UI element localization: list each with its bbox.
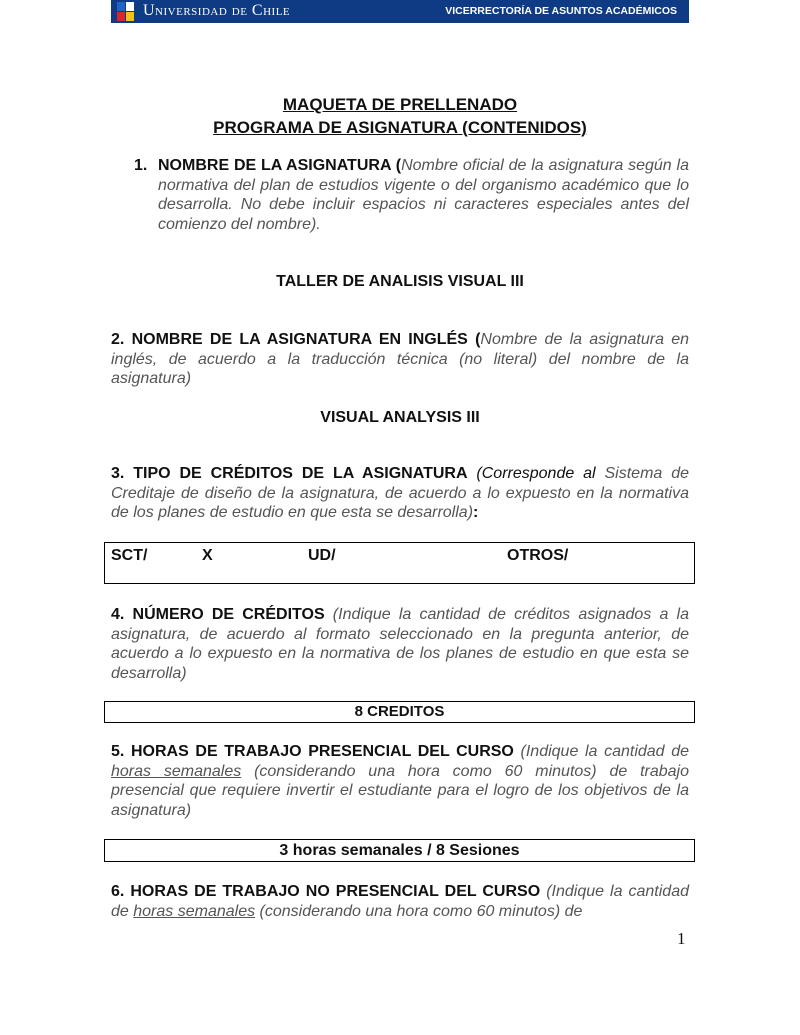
credit-type-otros: OTROS/	[507, 547, 569, 564]
credit-type-sct-mark: X	[202, 547, 213, 564]
section-6-description-b: (considerando una hora como 60 minutos) de	[255, 902, 583, 920]
section-5-heading: 5. HORAS DE TRABAJO PRESENCIAL DEL CURSO	[111, 743, 514, 760]
section-1-number: 1.	[134, 157, 148, 174]
credit-type-box	[104, 542, 695, 584]
section-5-description-a: (Indique la cantidad de	[513, 743, 690, 760]
section-4-heading: 4. NÚMERO DE CRÉDITOS	[111, 606, 325, 623]
section-6-description-a: (Indique la cantidad de	[111, 883, 689, 920]
section-1-paren: (	[390, 157, 402, 174]
section-1-paragraph	[158, 156, 689, 234]
section-6-paragraph	[111, 882, 689, 921]
section-5-description-b: (considerando una hora como 60 minutos) de trabajo presencial que requiere invertir el estudiante para el logro de los objetivos de la asignatura)	[111, 762, 690, 819]
credits-value: 8 CREDITOS	[354, 703, 445, 720]
header-banner	[111, 0, 689, 23]
vicerrectoria-label: VICERRECTORÍA DE ASUNTOS ACADÉMICOS	[445, 5, 677, 17]
section-3-paren: (	[467, 465, 482, 482]
section-1-heading: NOMBRE DE LA ASIGNATURA	[158, 157, 391, 174]
section-3-colon: :	[473, 504, 479, 521]
credit-type-ud: UD/	[308, 547, 336, 564]
section-4-paragraph	[111, 605, 689, 683]
credit-type-sct: SCT/	[111, 547, 148, 564]
university-crest-icon	[117, 2, 134, 21]
section-6-description-underlined: horas semanales	[133, 902, 256, 920]
university-name: Universidad de Chile	[143, 2, 291, 19]
presential-hours-value: 3 horas semanales / 8 Sesiones	[279, 842, 520, 859]
document-title-line2: PROGRAMA DE ASIGNATURA (CONTENIDOS)	[213, 118, 587, 137]
page-number: 1	[677, 929, 686, 948]
section-3-heading: 3. TIPO DE CRÉDITOS DE LA ASIGNATURA	[111, 465, 468, 482]
presential-hours-box	[104, 839, 695, 862]
section-2-paren: (	[467, 331, 481, 348]
section-5-description-underlined: horas semanales	[111, 762, 242, 780]
document-title-line1: MAQUETA DE PRELLENADO	[282, 95, 518, 114]
section-6-heading: 6. HORAS DE TRABAJO NO PRESENCIAL DEL CURSO	[111, 883, 541, 900]
course-english-name-value: VISUAL ANALYSIS III	[320, 409, 480, 426]
section-2-description: Nombre de la asignatura en inglés, de acuerdo a la traducción técnica (no literal) del nombre de la asignatura)	[111, 331, 689, 387]
section-2-paragraph	[111, 330, 689, 389]
course-name-value: TALLER DE ANALISIS VISUAL III	[276, 273, 524, 290]
section-4-description: (Indique la cantidad de créditos asignados a la asignatura, de acuerdo al formato seleccionado en la pregunta anterior, de acuerdo a lo expuesto en la normativa de los planes de estudio en que esta se desarrolla)	[111, 606, 689, 682]
section-5-paragraph	[111, 742, 689, 820]
section-3-paragraph	[111, 464, 689, 523]
credits-value-box	[104, 701, 695, 723]
section-3-description: Sistema de Creditaje de diseño de la asignatura, de acuerdo a lo expuesto en la normativa de los planes de estudio en que esta se desarrolla)	[111, 465, 689, 521]
section-3-desc-start: Corresponde al	[481, 465, 596, 482]
section-1-description: Nombre oficial de la asignatura según la normativa del plan de estudios vigente o del organismo académico que lo desarrolla. No debe incluir espacios ni caracteres especiales antes del comienzo del nombre).	[158, 157, 690, 233]
section-2-heading: 2. NOMBRE DE LA ASIGNATURA EN INGLÉS	[111, 331, 468, 348]
